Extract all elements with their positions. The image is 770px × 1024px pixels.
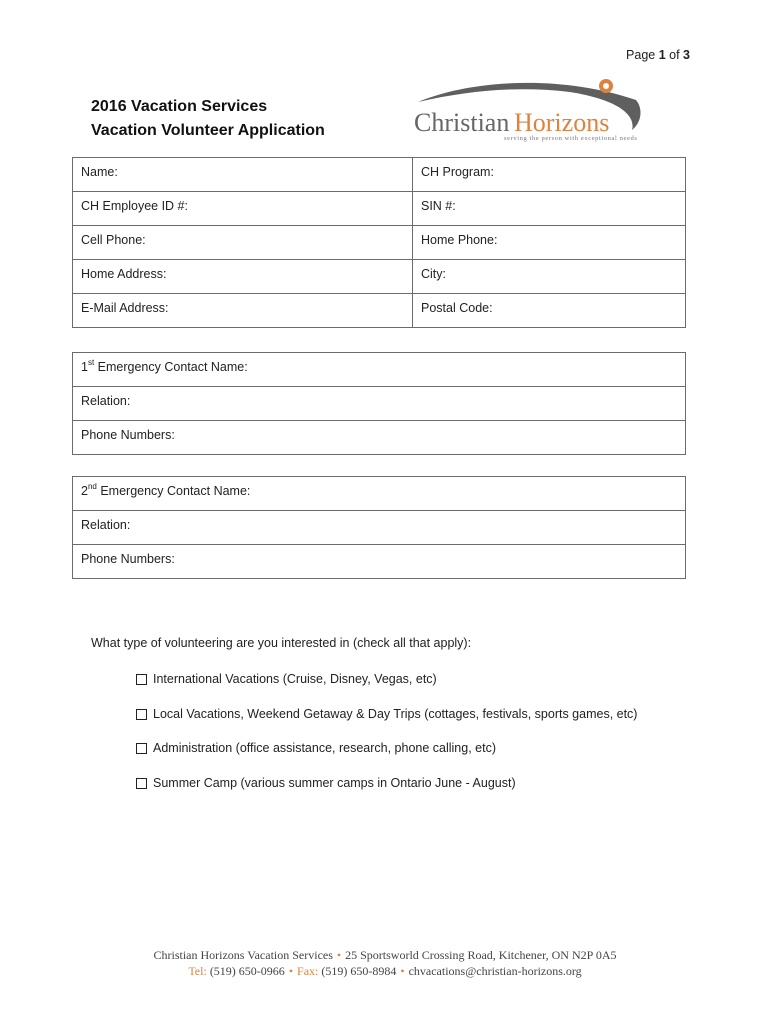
- title-line-2: Vacation Volunteer Application: [91, 122, 325, 139]
- option-label: Summer Camp (various summer camps in Ontario June - August): [153, 776, 516, 790]
- table-row: [73, 226, 686, 260]
- option-local-vacations[interactable]: [136, 707, 637, 721]
- bullet-icon: •: [288, 964, 294, 978]
- title-line-1: 2016 Vacation Services: [91, 98, 268, 115]
- checkbox-icon[interactable]: [136, 709, 147, 720]
- postal-code-field[interactable]: Postal Code:: [413, 294, 686, 328]
- option-label: International Vacations (Cruise, Disney, Vegas, etc): [153, 672, 437, 686]
- tel-label: Tel:: [188, 964, 207, 978]
- fax-number: (519) 650-8984: [321, 964, 397, 978]
- option-international-vacations[interactable]: [136, 672, 437, 686]
- checkbox-icon[interactable]: [136, 743, 147, 754]
- emergency-contact-2-name-field[interactable]: 2nd Emergency Contact Name:: [73, 477, 686, 511]
- email-address-field[interactable]: E-Mail Address:: [73, 294, 413, 328]
- table-row: [73, 294, 686, 328]
- logo-tagline: serving the person with exceptional needs: [504, 135, 638, 142]
- table-row: [73, 353, 686, 387]
- cell-phone-field[interactable]: Cell Phone:: [73, 226, 413, 260]
- volunteer-type-question: What type of volunteering are you interested in (check all that apply):: [91, 636, 472, 650]
- employee-id-field[interactable]: CH Employee ID #:: [73, 192, 413, 226]
- checkbox-icon[interactable]: [136, 778, 147, 789]
- christian-horizons-logo: [410, 74, 650, 146]
- tel-number: (519) 650-0966: [209, 964, 285, 978]
- bullet-icon: •: [336, 948, 342, 962]
- emergency-contact-1-name-field[interactable]: 1st Emergency Contact Name:: [73, 353, 686, 387]
- option-label: Administration (office assistance, research, phone calling, etc): [153, 741, 496, 755]
- table-row: [73, 158, 686, 192]
- home-address-field[interactable]: Home Address:: [73, 260, 413, 294]
- home-phone-field[interactable]: Home Phone:: [413, 226, 686, 260]
- option-label: Local Vacations, Weekend Getaway & Day Trips (cottages, festivals, sports games, etc): [153, 707, 638, 721]
- option-summer-camp[interactable]: [136, 776, 516, 790]
- emergency-contact-2-phone-field[interactable]: Phone Numbers:: [73, 545, 686, 579]
- logo-text-horizons: Horizons: [514, 108, 610, 137]
- emergency-contact-1-relation-field[interactable]: Relation:: [73, 387, 686, 421]
- emergency-contact-1-table: [72, 352, 686, 455]
- emergency-contact-2-table: [72, 476, 686, 579]
- table-row: [73, 511, 686, 545]
- footer-contact-line: [0, 964, 770, 979]
- page-title: [91, 95, 325, 143]
- city-field[interactable]: City:: [413, 260, 686, 294]
- checkbox-icon[interactable]: [136, 674, 147, 685]
- page-number: Page 1 of 3: [626, 48, 690, 62]
- footer-address-line: [0, 948, 770, 963]
- name-field[interactable]: Name:: [73, 158, 413, 192]
- footer-address: 25 Sportsworld Crossing Road, Kitchener, ON N2P 0A5: [345, 948, 617, 962]
- table-row: [73, 260, 686, 294]
- table-row: [73, 477, 686, 511]
- sin-field[interactable]: SIN #:: [413, 192, 686, 226]
- contact-info-table: [72, 157, 686, 328]
- fax-label: Fax:: [297, 964, 319, 978]
- emergency-contact-2-relation-field[interactable]: Relation:: [73, 511, 686, 545]
- table-row: [73, 545, 686, 579]
- table-row: [73, 387, 686, 421]
- logo-text-christian: Christian: [414, 108, 510, 137]
- ch-program-field[interactable]: CH Program:: [413, 158, 686, 192]
- footer-org: Christian Horizons Vacation Services: [153, 948, 333, 962]
- option-administration[interactable]: [136, 741, 496, 755]
- bullet-icon: •: [400, 964, 405, 978]
- table-row: [73, 421, 686, 455]
- footer-email[interactable]: chvacations@christian-horizons.org: [408, 964, 582, 978]
- table-row: [73, 192, 686, 226]
- emergency-contact-1-phone-field[interactable]: Phone Numbers:: [73, 421, 686, 455]
